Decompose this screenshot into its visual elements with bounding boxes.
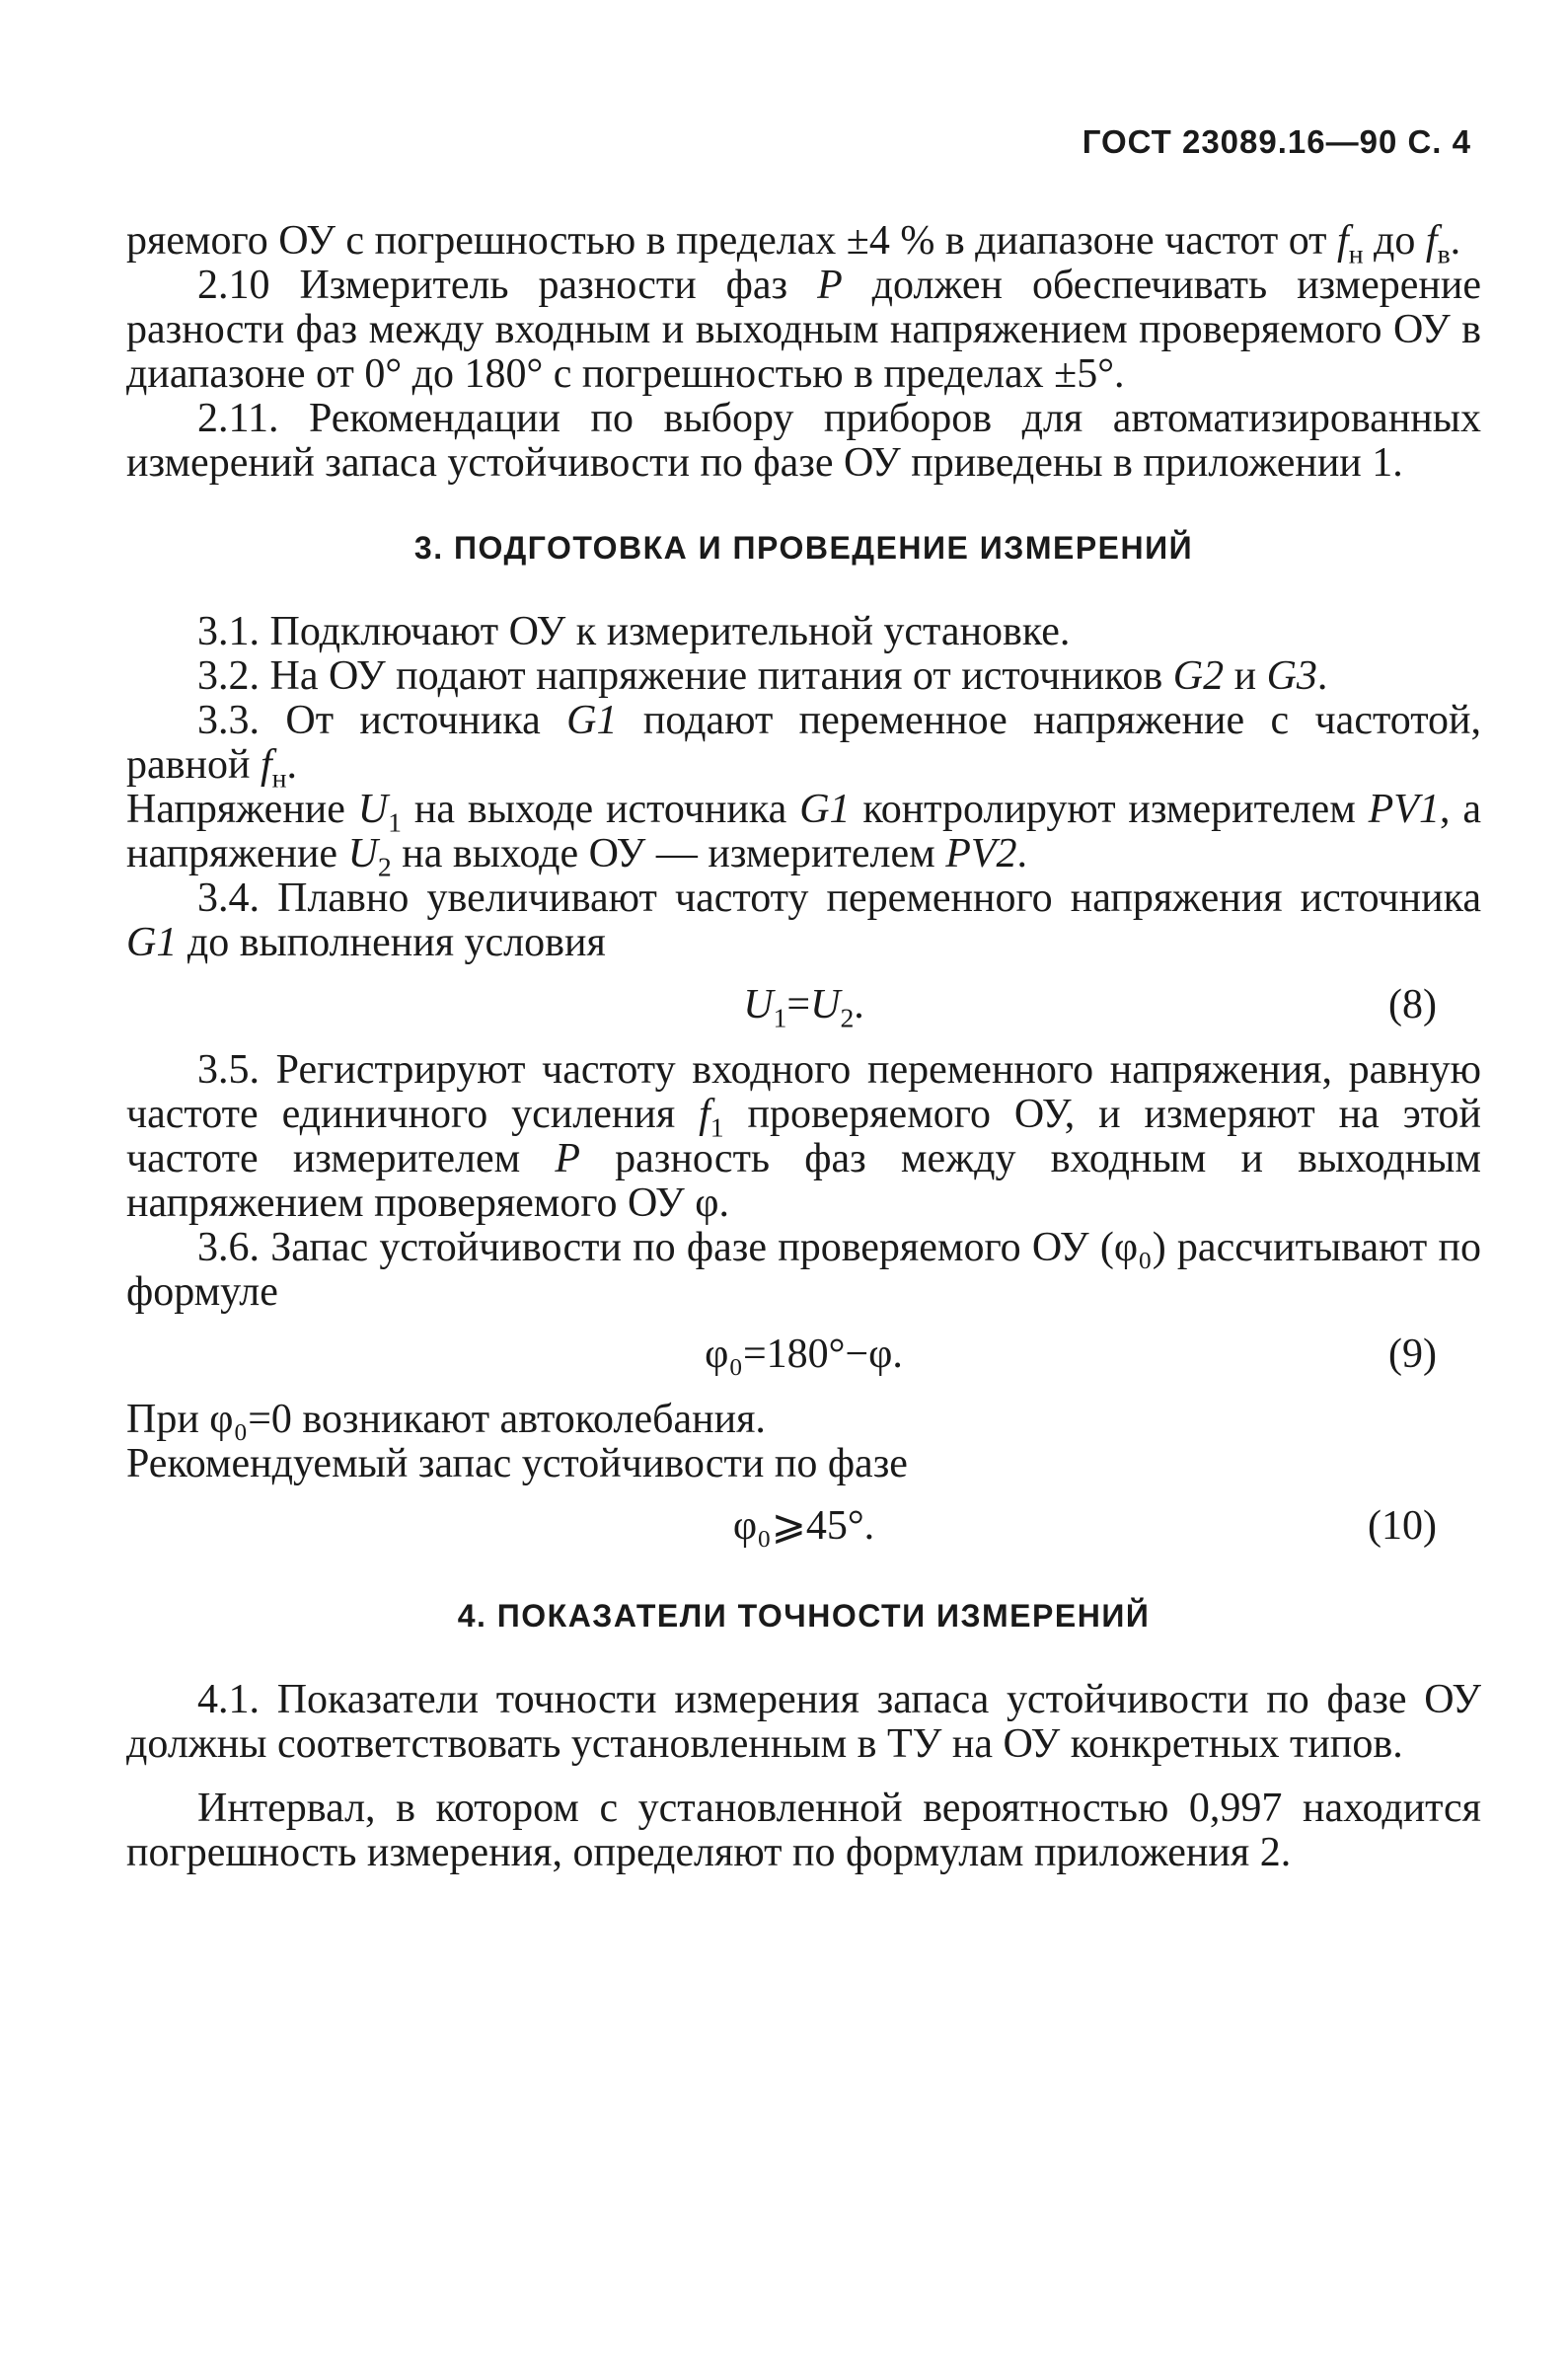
paragraph-3-4: 3.4. Плавно увеличивают частоту переменного напряжения источника G1 до выполнения условия xyxy=(126,875,1481,965)
paragraph-3-2: 3.2. На ОУ подают напряжение питания от источников G2 и G3. xyxy=(197,653,1328,699)
paragraph-intro: ряемого ОУ с погрешностью в пределах ±4 % в диапазоне частот от $f_н$ до $f_в$. xyxy=(126,218,1461,269)
paragraph-interval: Интервал, в котором с установленной вероятностью 0,997 находится погрешность измерения, определяют по формулам приложения 2. xyxy=(126,1786,1481,1875)
formula-9 xyxy=(126,1329,1481,1382)
formula-8 xyxy=(126,979,1481,1032)
paragraph-3-3: 3.3. От источника G1 подают переменное напряжение с частотой, равной $f_н$. xyxy=(126,698,1481,794)
paragraph-voltage: Напряжение $U_1$ на выходе источника G1 контролируют измерителем PV1, а напряжение $U_2$ на выходе ОУ — измерителем PV2. xyxy=(126,787,1481,882)
formula-9-number: (9) xyxy=(1388,1331,1437,1377)
section-3-heading: 3. ПОДГОТОВКА И ПРОВЕДЕНИЕ ИЗМЕРЕНИЙ xyxy=(413,530,1194,566)
formula-8-number: (8) xyxy=(1388,982,1437,1027)
paragraph-3-5: 3.5. Регистрируют частоту входного переменного напряжения, равную частоте единичного усиления $f_1$ проверяемого ОУ, и измеряют на этой частоте измерителем P разность фаз между входным и выходным напряжением проверяемого ОУ φ. xyxy=(126,1047,1482,1226)
paragraph-2-11: 2.11. Рекомендации по выбору приборов для автоматизированных измерений запаса устойчивости по фазе ОУ приведены в приложении 1. xyxy=(126,396,1481,486)
paragraph-2-10: 2.10 Измеритель разности фаз P должен обеспечивать измерение разности фаз между входным и выходным напряжением проверяемого ОУ в диапазоне от 0° до 180° с погрешностью в пределах ±5°. xyxy=(126,263,1481,397)
section-4-heading: 4. ПОКАЗАТЕЛИ ТОЧНОСТИ ИЗМЕРЕНИЙ xyxy=(457,1598,1151,1634)
formula-10-number: (10) xyxy=(1368,1503,1437,1549)
paragraph-recommended: Рекомендуемый запас устойчивости по фазе xyxy=(126,1441,908,1486)
paragraph-3-6: 3.6. Запас устойчивости по фазе проверяемого ОУ (φ₀) рассчитывают по формуле xyxy=(126,1225,1481,1315)
paragraph-3-1: 3.1. Подключают ОУ к измерительной установке. xyxy=(197,609,1071,654)
paragraph-4-1: 4.1. Показатели точности измерения запаса устойчивости по фазе ОУ должны соответствовать установленным в ТУ на ОУ конкретных типов. xyxy=(126,1677,1481,1767)
page-header: ГОСТ 23089.16—90 С. 4 xyxy=(1082,123,1471,160)
paragraph-autooscillation: При φ₀=0 возникают автоколебания. xyxy=(126,1397,766,1442)
formula-10 xyxy=(126,1500,1481,1554)
formula-8-expression: $U_1=U_2$. xyxy=(743,982,864,1033)
document-body xyxy=(126,219,1481,1875)
formula-10-expression: φ₀⩾45°. xyxy=(732,1503,875,1549)
formula-9-expression: φ₀=180°−φ. xyxy=(705,1331,903,1377)
